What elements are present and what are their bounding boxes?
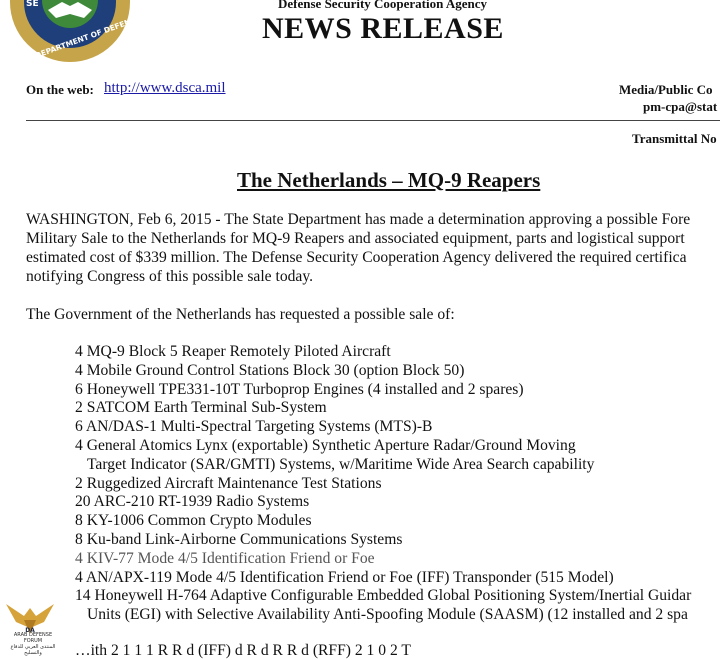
header-divider [26, 120, 720, 121]
seal-text-left: SE [26, 0, 39, 9]
list-item: 4 Mobile Ground Control Stations Block 30 (option Block 50) [75, 361, 465, 379]
list-item: 4 General Atomics Lynx (exportable) Synthetic Aperture Radar/Ground Moving Target Indicator (SAR/GMTI) Systems, w/Maritime Wide Area Search capability [75, 436, 595, 473]
intro-line: Military Sale to the Netherlands for MQ-9 Reapers and associated equipment, parts and logistical support [26, 230, 685, 247]
dsca-seal-logo [10, 0, 142, 62]
list-item: 20 ARC-210 RT-1939 Radio Systems [75, 493, 310, 511]
cut-off-line: …ith 2 1 1 1 R R d (IFF) d R d R R d (RFF) 2 1 0 2 T [75, 642, 411, 659]
list-item: 4 AN/APX-119 Mode 4/5 Identification Friend or Foe (IFF) Transponder (515 Model) [75, 568, 614, 586]
list-item: 2 SATCOM Earth Terminal Sub-System [75, 399, 327, 417]
media-email: pm-cpa@stat [643, 99, 718, 114]
list-item: 4 KIV-77 Mode 4/5 Identification Friend or Foe [75, 549, 375, 567]
list-item: 4 MQ-9 Block 5 Reaper Remotely Piloted Aircraft [75, 343, 391, 360]
handshake-icon [10, 0, 142, 62]
website-link[interactable]: http://www.dsca.mil [104, 80, 226, 96]
list-item: 6 Honeywell TPE331-10T Turboprop Engines (4 installed and 2 spares) [75, 380, 524, 398]
agency-name: Defense Security Cooperation Agency [278, 0, 488, 11]
list-item: 8 Ku-band Link-Airborne Communications Systems [75, 530, 403, 548]
forum-watermark-text: ARAB DEFENSE FORUM المنتدى العربي للدفاع والتسليح [10, 632, 56, 656]
page-title: NEWS RELEASE [262, 12, 504, 45]
intro-line: notifying Congress of this possible sale today. [26, 268, 314, 285]
intro-line: estimated cost of $339 million. The Defense Security Cooperation Agency delivered the required certifica [26, 249, 687, 266]
list-item: 14 Honeywell H-764 Adaptive Configurable Embedded Global Positioning System/Inertial Guidar Units (EGI) with Selective Availability Anti-Spoofing Module (SAASM) (12 installed and 2 spa [75, 587, 692, 624]
list-item: 8 KY-1006 Common Crypto Modules [75, 512, 312, 530]
release-headline: The Netherlands – MQ-9 Reapers [237, 168, 541, 192]
list-item: 6 AN/DAS-1 Multi-Spectral Targeting Systems (MTS)-B [75, 418, 433, 436]
intro-line: WASHINGTON, Feb 6, 2015 - The State Department has made a determination approving a possible Fore [26, 211, 691, 228]
transmittal-number: Transmittal No [632, 131, 717, 146]
list-item: 2 Ruggedized Aircraft Maintenance Test Stations [75, 474, 382, 492]
media-contact-label: Media/Public Co [619, 82, 713, 97]
web-label: On the web: [26, 82, 94, 97]
forum-abbr: DA [25, 627, 35, 634]
request-line: The Government of the Netherlands has requested a possible sale of: [26, 306, 455, 323]
sale-items-list [75, 343, 691, 625]
seal-text-bottom: DEPARTMENT OF DEFENSE [33, 13, 142, 61]
